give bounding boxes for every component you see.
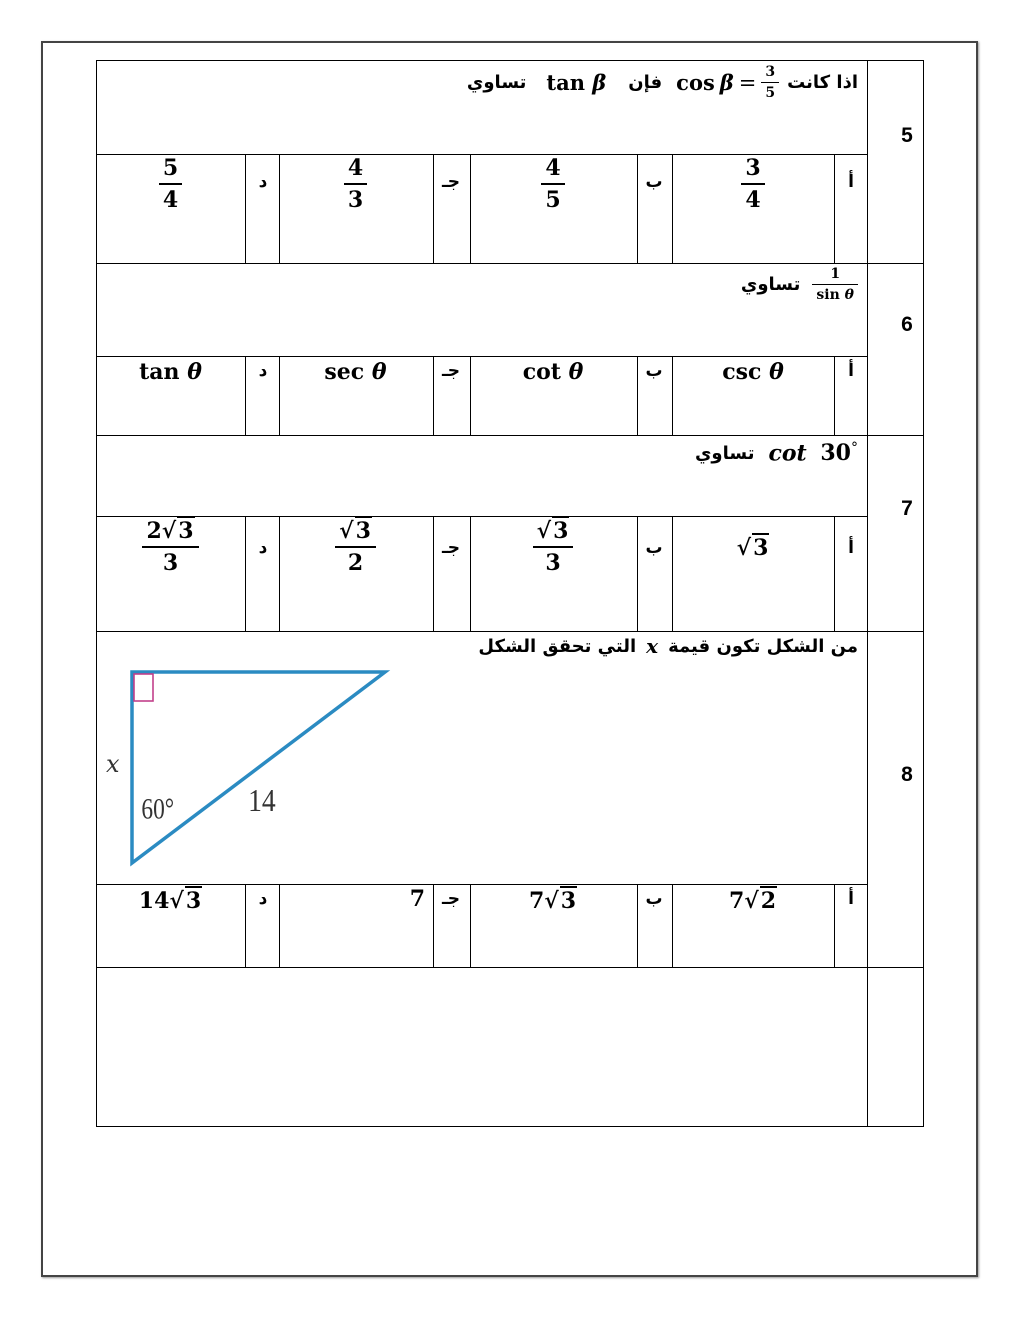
q8-label-c: جـ	[441, 889, 461, 909]
q6-a-func: csc	[722, 359, 762, 385]
q7-option-d[interactable]: $\frac{2√3}{3}$	[97, 518, 244, 576]
question-7-number: 7	[901, 497, 913, 520]
q5-given-func: cos	[676, 70, 715, 95]
q6-denominator	[812, 285, 858, 303]
q8-label-b: ب	[645, 889, 663, 909]
q5-target-func: tan	[546, 70, 585, 95]
q6-c-func: sec	[324, 359, 365, 385]
q6-option-b[interactable]	[470, 359, 636, 385]
q5-option-b[interactable]	[470, 155, 636, 213]
q7-label-d: د	[258, 538, 268, 558]
question-7-prompt	[695, 440, 858, 466]
question-8-prompt	[478, 634, 858, 658]
q6-a-var: θ	[769, 359, 784, 385]
q8-option-a[interactable]: 7√2	[728, 888, 777, 914]
q8-b-radicand: 3	[560, 888, 577, 914]
q6-b-func: cot	[522, 359, 561, 385]
q6-option-a[interactable]	[672, 359, 834, 385]
q8-part1: من الشكل تكون قيمة	[668, 635, 858, 657]
q5-option-a[interactable]	[672, 155, 834, 213]
q6-den-var: θ	[844, 287, 854, 303]
q5-suffix: تساوي	[466, 72, 527, 93]
q5-option-c[interactable]	[279, 155, 432, 213]
q7-c-den: 2	[347, 550, 364, 576]
q7-angle: 30	[820, 440, 851, 467]
q6-fraction	[812, 266, 858, 303]
q6-d-func: tan	[139, 359, 180, 385]
q5-given-num: 3	[765, 64, 776, 80]
q8-d-coef: 14	[138, 888, 170, 914]
q7-b-radicand: 3	[553, 518, 569, 544]
q8-var: x	[646, 634, 659, 658]
q5-then-word: فإن	[628, 72, 663, 93]
q6-suffix: تساوي	[740, 274, 801, 295]
q7-suffix: تساوي	[694, 442, 755, 464]
q8-option-c[interactable]	[279, 886, 425, 912]
q8-triangle	[132, 672, 385, 863]
q5-b-num: 4	[545, 155, 561, 181]
q8-option-b[interactable]: 7√3	[528, 888, 577, 914]
q8-right-angle-mark	[134, 674, 153, 701]
q6-den-func: sin	[816, 287, 840, 303]
q5-label-b: ب	[645, 172, 663, 192]
q6-label-c: جـ	[441, 361, 461, 381]
q7-label-b: ب	[645, 538, 663, 558]
q6-option-c[interactable]	[279, 359, 432, 385]
q8-part2: التي تحقق الشكل	[478, 635, 637, 657]
q5-target-var: β	[592, 70, 607, 95]
q8-a-coef: 7	[728, 888, 745, 914]
q6-label-b: ب	[645, 361, 663, 381]
q6-d-var: θ	[187, 359, 202, 385]
question-5-number: 5	[901, 124, 913, 147]
q7-expression	[768, 440, 858, 466]
q8-triangle-figure	[100, 660, 400, 875]
questions-table	[96, 60, 924, 1127]
q5-b-den: 5	[545, 187, 561, 213]
q6-label-d: د	[258, 361, 268, 381]
q8-b-coef: 7	[528, 888, 545, 914]
question-6-prompt	[741, 266, 858, 303]
q5-given-fraction	[761, 64, 779, 101]
q5-d-num: 5	[162, 155, 179, 181]
q6-option-d[interactable]	[97, 359, 244, 385]
q7-label-a: أ	[848, 538, 854, 558]
q7-degree: °	[851, 440, 858, 456]
q7-option-b[interactable]: $\frac{√3}{3}$	[470, 518, 636, 576]
question-8-number: 8	[901, 763, 913, 786]
question-6-number: 6	[901, 313, 913, 336]
q8-option-d[interactable]: 14√3	[138, 888, 202, 914]
q7-a-radicand: 3	[753, 535, 769, 561]
q5-c-den: 3	[347, 187, 364, 213]
q7-d-radicand: 3	[178, 518, 194, 544]
q8-label-a: أ	[848, 889, 854, 909]
q5-d-den: 4	[162, 187, 179, 213]
q5-a-den: 4	[745, 187, 761, 213]
q8-c-value: 7	[409, 886, 425, 912]
q5-option-d[interactable]	[97, 155, 244, 213]
q6-num: 1	[830, 266, 841, 282]
q7-d-coef: 2	[146, 518, 162, 544]
q7-option-c[interactable]: $\frac{√3}{2}$	[279, 518, 432, 576]
q7-d-den: 3	[162, 550, 179, 576]
q6-c-var: θ	[371, 359, 387, 385]
q7-c-radicand: 3	[355, 518, 371, 544]
q8-label-d: د	[258, 889, 268, 909]
q5-label-c: جـ	[441, 172, 461, 192]
q8-side-label: x	[106, 750, 120, 778]
q5-equals: =	[738, 70, 757, 95]
q7-func: cot	[768, 440, 807, 467]
q6-b-var: θ	[568, 359, 584, 385]
q7-b-den: 3	[545, 550, 561, 576]
q7-label-c: جـ	[441, 538, 461, 558]
q5-a-num: 3	[745, 155, 761, 181]
q5-given-expression	[676, 64, 779, 101]
q5-label-a: أ	[848, 172, 854, 192]
question-5-prompt	[467, 64, 858, 101]
q6-label-a: أ	[848, 361, 854, 381]
q8-hyp-label: 14	[248, 784, 276, 819]
q7-option-a[interactable]: √3	[736, 535, 769, 561]
q8-d-radicand: 3	[185, 888, 202, 914]
q8-angle-label: 60°	[141, 791, 175, 826]
q5-target-expression	[546, 70, 606, 95]
q8-a-radicand: 2	[760, 888, 777, 914]
q5-prefix: اذا كانت	[787, 72, 858, 93]
q5-given-var: β	[719, 70, 734, 95]
q5-c-num: 4	[347, 155, 364, 181]
q5-given-den: 5	[765, 85, 776, 101]
q5-label-d: د	[258, 172, 268, 192]
